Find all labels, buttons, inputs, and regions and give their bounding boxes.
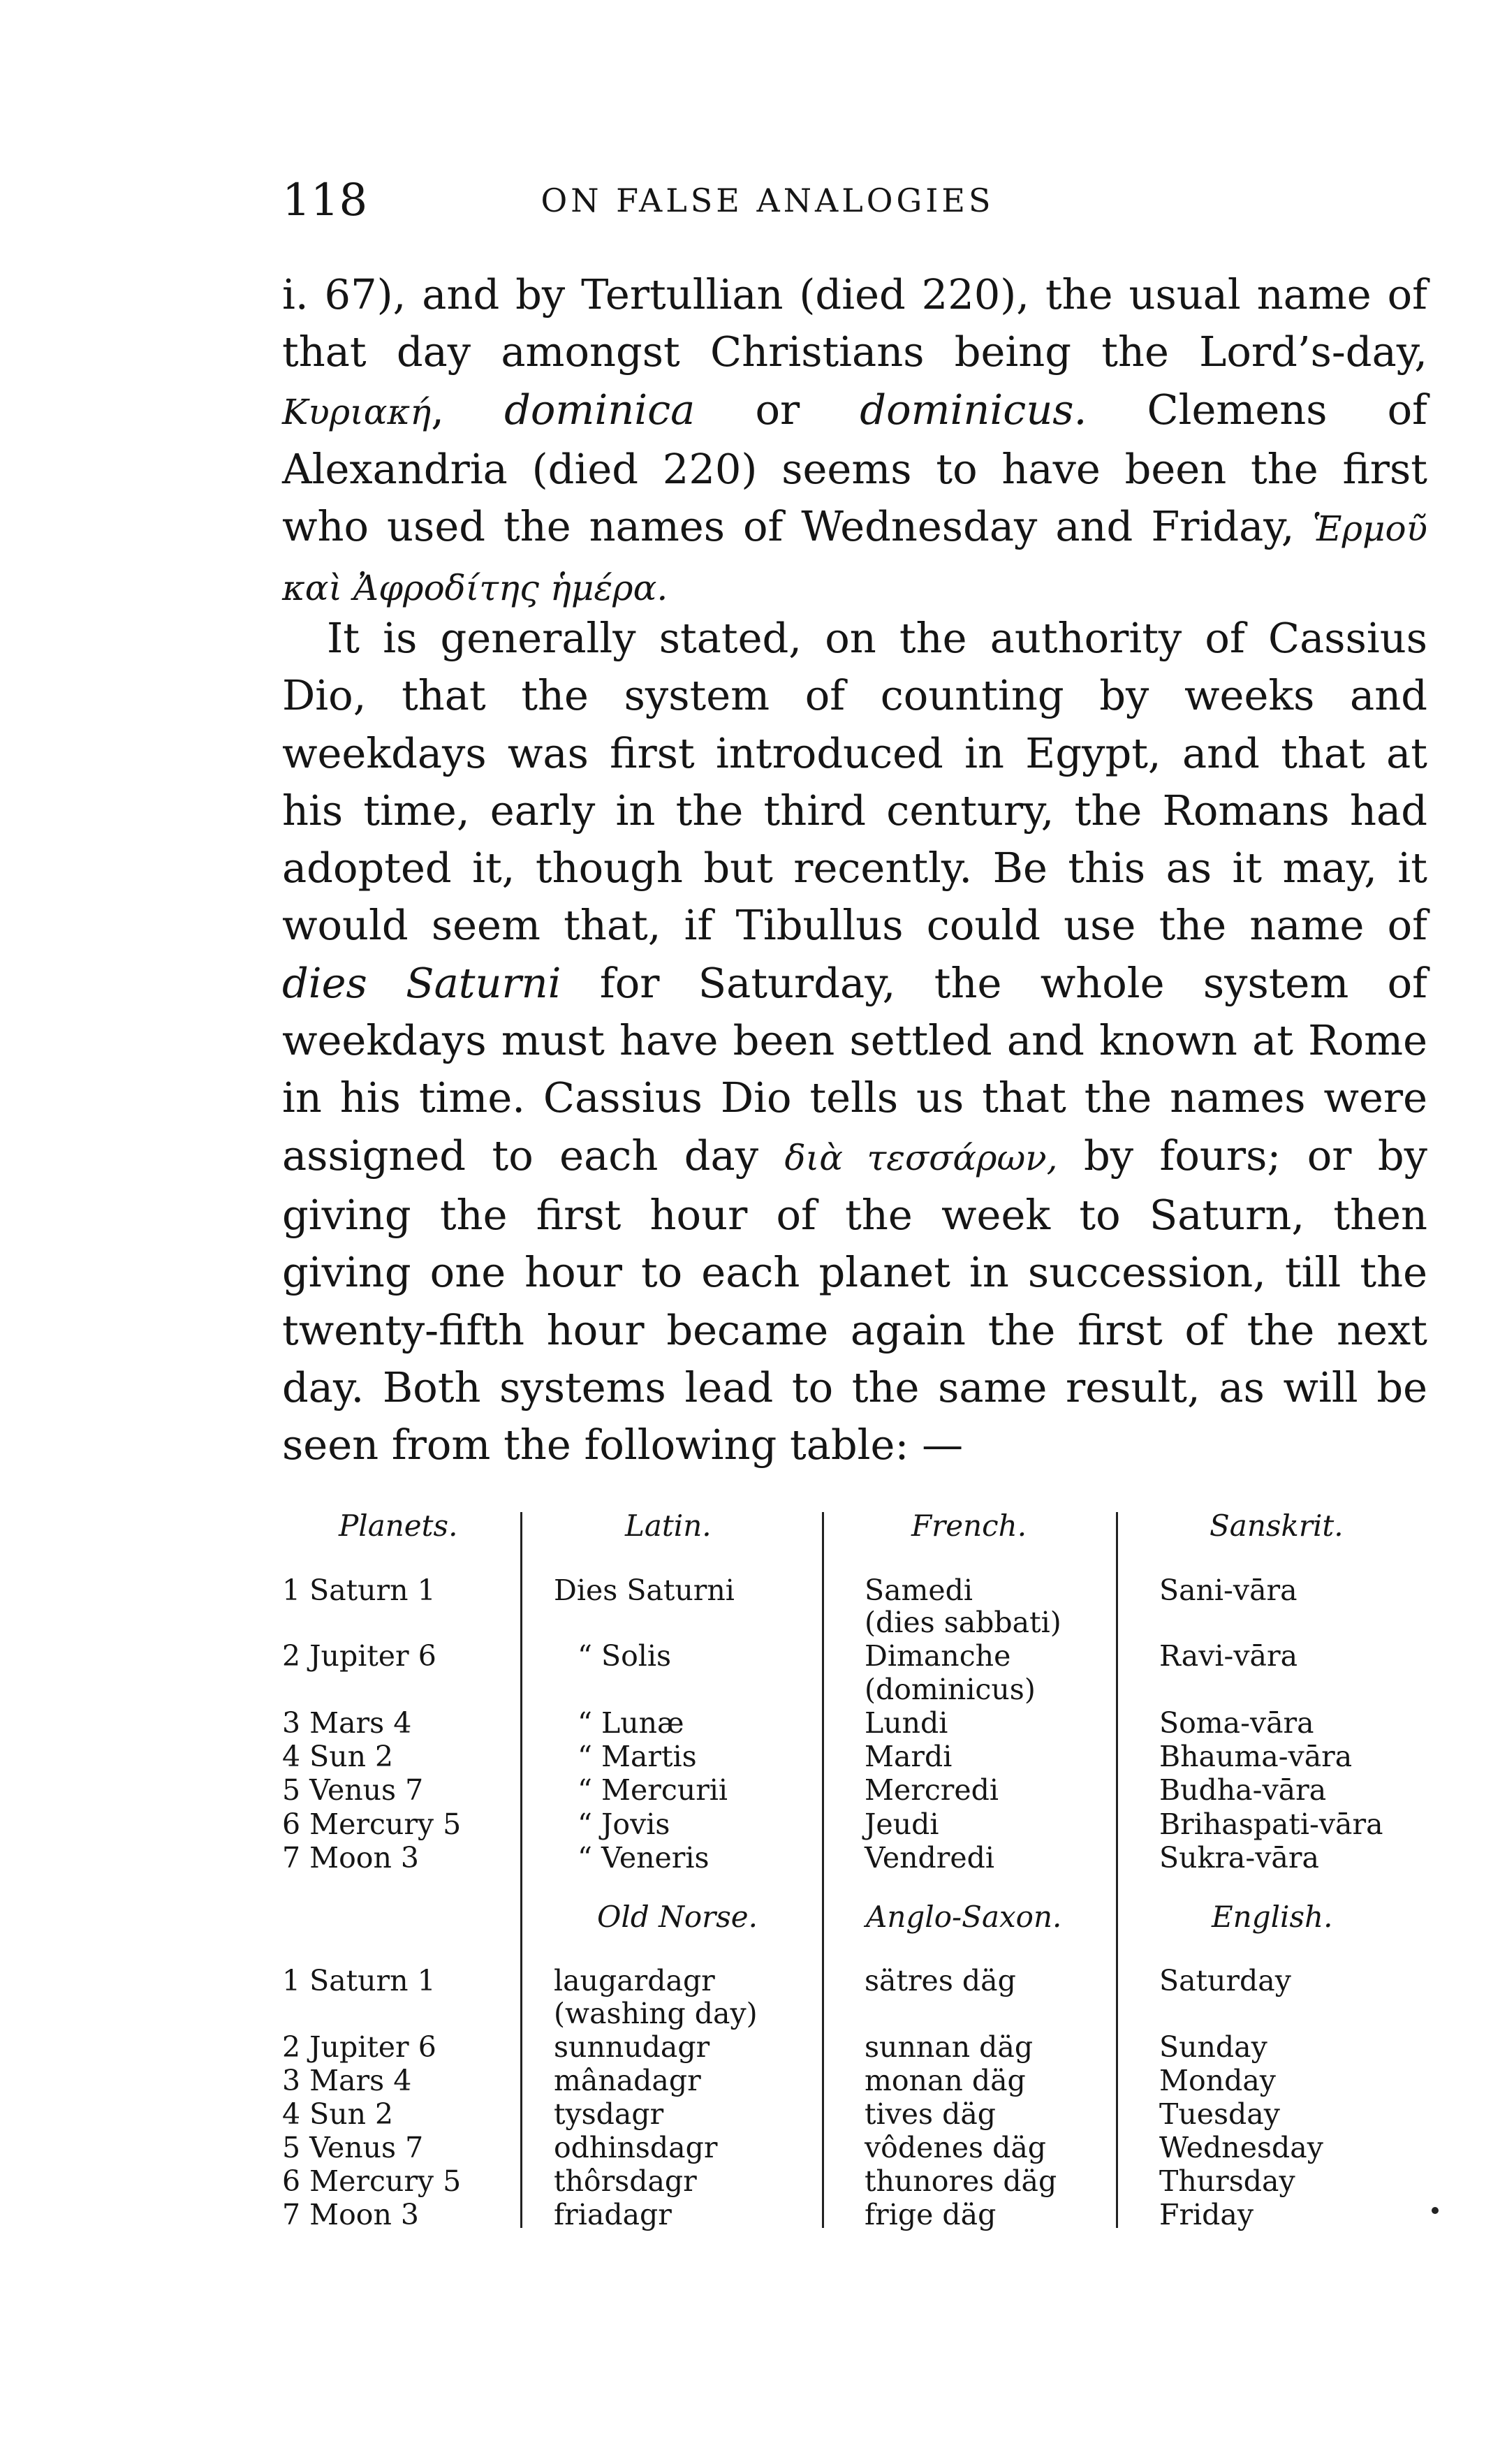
column-rule <box>520 1512 522 2228</box>
para2-text-2: for Saturday, the whole system of weekdays must have been settled and known at Rome in his time. Cassius Dio tells us that the names were assigned to each day <box>282 958 1427 1180</box>
header-anglo-saxon: Anglo-Saxon. <box>866 1900 1062 1934</box>
term-dominica: dominica <box>504 385 696 434</box>
column-rule <box>1116 1512 1118 2228</box>
term-dies-saturni: dies Saturni <box>282 958 561 1007</box>
norse-cell: thôrsdagr <box>554 2164 697 2198</box>
para1-text-1: i. 67), and by Tertullian (died 220), the usual name of that day amongst Christians being the Lord’s-day, <box>282 270 1427 376</box>
english-cell: Friday <box>1159 2198 1254 2231</box>
french-cell: Mercredi <box>865 1773 999 1807</box>
planet-cell: 4 Sun 2 <box>282 1740 394 1773</box>
english-cell: Thursday <box>1159 2164 1295 2198</box>
running-title: ON FALSE ANALOGIES <box>541 182 994 219</box>
norse-cell: friadagr <box>554 2198 672 2231</box>
greek-hermou-aphrodites: Ἑρμοῦ καὶ Ἀφροδίτης ἡμέρα. <box>282 508 1427 609</box>
header-latin: Latin. <box>625 1509 712 1543</box>
sanskrit-cell: Soma-vāra <box>1159 1706 1314 1740</box>
planet-cell: 6 Mercury 5 <box>282 2164 462 2198</box>
para1-text-3: or <box>695 385 860 434</box>
english-cell: Sunday <box>1159 2030 1267 2064</box>
norse-cell: odhinsdagr <box>554 2131 718 2164</box>
norse-cell: laugardagr <box>554 1964 715 1997</box>
greek-kyriake: Κυριακή <box>282 391 432 432</box>
french-cell: (dies sabbati) <box>865 1606 1061 1639</box>
header-sanskrit: Sanskrit. <box>1210 1509 1344 1543</box>
planet-cell: 2 Jupiter 6 <box>282 2030 436 2064</box>
latin-cell: “ Martis <box>578 1740 697 1773</box>
stray-ink-mark <box>1432 2207 1439 2214</box>
latin-cell: “ Solis <box>578 1639 672 1673</box>
saxon-cell: sätres däg <box>865 1964 1016 1997</box>
sanskrit-cell: Sani-vāra <box>1159 1574 1298 1607</box>
norse-cell: sunnudagr <box>554 2030 710 2064</box>
planet-cell: 1 Saturn 1 <box>282 1964 436 1997</box>
header-french: French. <box>911 1509 1027 1543</box>
para1-text-2: , <box>431 385 505 434</box>
planet-cell: 3 Mars 4 <box>282 1706 412 1740</box>
para2-text-3: by fours; or by giving the first hour of the week to Saturn, then giving one hour to each planet in succession, till the twenty-fifth hour became again the first of the next day. Both systems lead to the same result, as will be seen from the following table: — <box>282 1131 1427 1469</box>
french-cell: Vendredi <box>865 1841 994 1875</box>
french-cell: (dominicus) <box>865 1673 1036 1706</box>
planet-cell: 5 Venus 7 <box>282 2131 424 2164</box>
saxon-cell: vôdenes däg <box>865 2131 1047 2164</box>
header-planets: Planets. <box>339 1509 458 1543</box>
english-cell: Monday <box>1159 2064 1276 2097</box>
planet-cell: 7 Moon 3 <box>282 1841 419 1875</box>
sanskrit-cell: Brihaspati-vāra <box>1159 1807 1383 1841</box>
english-cell: Wednesday <box>1159 2131 1323 2164</box>
saxon-cell: thunores däg <box>865 2164 1057 2198</box>
planet-cell: 3 Mars 4 <box>282 2064 412 2097</box>
french-cell: Jeudi <box>865 1807 939 1841</box>
french-cell: Mardi <box>865 1740 953 1773</box>
column-rule <box>822 1512 824 2228</box>
header-english: English. <box>1212 1900 1333 1934</box>
english-cell: Tuesday <box>1159 2097 1280 2131</box>
latin-cell: “ Mercurii <box>578 1773 728 1807</box>
planet-cell: 2 Jupiter 6 <box>282 1639 436 1673</box>
page-number: 118 <box>282 175 368 226</box>
para1-text-4: Clemens of Alexandria (died 220) seems to have been the first who used the names of Wednesday and Friday, <box>282 385 1428 551</box>
planet-cell: 7 Moon 3 <box>282 2198 419 2231</box>
saxon-cell: sunnan däg <box>865 2030 1034 2064</box>
latin-cell: “ Jovis <box>578 1807 670 1841</box>
saxon-cell: monan däg <box>865 2064 1026 2097</box>
latin-cell: “ Lunæ <box>578 1706 684 1740</box>
french-cell: Dimanche <box>865 1639 1011 1673</box>
planet-cell: 5 Venus 7 <box>282 1773 424 1807</box>
latin-cell: “ Veneris <box>578 1841 710 1875</box>
greek-dia-tessaron: διὰ τεσσάρων, <box>784 1137 1058 1178</box>
sanskrit-cell: Ravi-vāra <box>1159 1639 1298 1673</box>
french-cell: Lundi <box>865 1706 948 1740</box>
sanskrit-cell: Sukra-vāra <box>1159 1841 1319 1875</box>
planet-cell: 6 Mercury 5 <box>282 1807 462 1841</box>
para2-text-1: It is generally stated, on the authority of Cassius Dio, that the system of counting by weeks and weekdays was first introduced in Egypt, and that at his time, early in the third century, the Romans had adopted it, though but recently. Be this as it may, it would seem that, if Tibullus could use the name of <box>282 614 1427 950</box>
sanskrit-cell: Bhauma-vāra <box>1159 1740 1353 1773</box>
norse-cell: mânadagr <box>554 2064 701 2097</box>
norse-cell: tysdagr <box>554 2097 664 2131</box>
sanskrit-cell: Budha-vāra <box>1159 1773 1327 1807</box>
french-cell: Samedi <box>865 1574 973 1607</box>
english-cell: Saturday <box>1159 1964 1291 1997</box>
header-old-norse: Old Norse. <box>597 1900 758 1934</box>
term-dominicus: dominicus. <box>860 385 1087 434</box>
planet-cell: 4 Sun 2 <box>282 2097 394 2131</box>
norse-cell: (washing day) <box>554 1997 758 2030</box>
saxon-cell: frige däg <box>865 2198 997 2231</box>
planet-cell: 1 Saturn 1 <box>282 1574 436 1607</box>
latin-cell: Dies Saturni <box>554 1574 735 1607</box>
saxon-cell: tives däg <box>865 2097 997 2131</box>
